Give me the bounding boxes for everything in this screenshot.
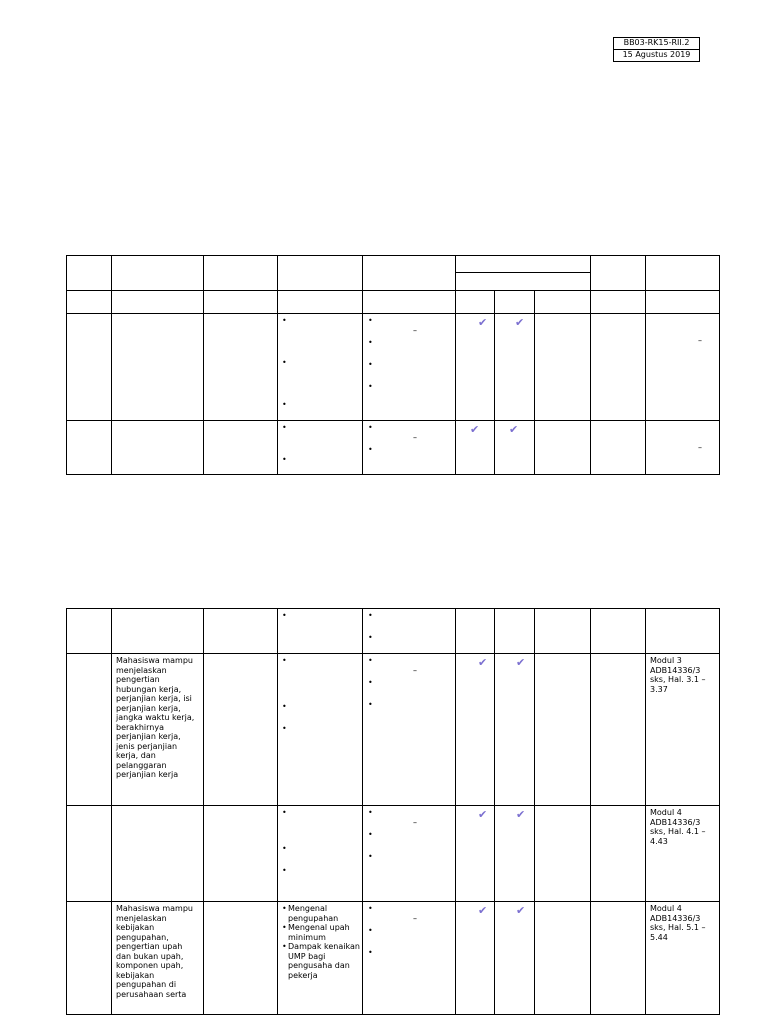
bullet: •: [282, 702, 287, 711]
check-icon: ✔: [478, 808, 488, 821]
bullet: •: [368, 926, 373, 935]
column-number-cell: [456, 291, 495, 314]
course-plan-table-2: [66, 608, 720, 1015]
header-subgroup-cell: [456, 273, 591, 291]
reference: Modul 4 ADB14336/3 sks, Hal. 4.1 – 4.43: [650, 808, 706, 846]
bullet: •: [282, 656, 287, 665]
bullet: •: [282, 866, 287, 875]
bullet: •: [282, 455, 287, 464]
bullet: •: [282, 724, 287, 733]
check-icon: ✔: [478, 656, 488, 669]
bullet: •: [368, 830, 373, 839]
column-number-cell: [591, 291, 646, 314]
table-row: [67, 654, 720, 806]
table-row: [67, 806, 720, 902]
dash: –: [413, 433, 417, 442]
column-number-cell: [495, 291, 535, 314]
bullet: •: [282, 844, 287, 853]
column-number-cell: [278, 291, 363, 314]
check-icon: ✔: [516, 904, 526, 917]
list-item: • Dampak kenaikan UMP bagi pengusaha dan pekerja: [282, 942, 360, 980]
column-number-cell: [363, 291, 456, 314]
bullet: •: [368, 948, 373, 957]
topic-list: [278, 902, 362, 980]
reference: Modul 3 ADB14336/3 sks, Hal. 3.1 – 3.37: [650, 656, 706, 694]
check-icon: ✔: [470, 423, 480, 436]
dash: –: [413, 914, 417, 923]
check-icon: ✔: [516, 656, 526, 669]
check-icon: ✔: [478, 904, 488, 917]
table-row: [67, 314, 720, 421]
document-code-box: [613, 37, 700, 62]
bullet: •: [282, 316, 287, 325]
list-item: • Mengenal upah minimum: [282, 923, 360, 942]
bullet: •: [368, 338, 373, 347]
learning-objective: Mahasiswa mampu menjelaskan pengertian hubungan kerja, perjanjian kerja, isi perjanjian kerja, jangka waktu kerja, berakhirnya perjanjian kerja, jenis perjanjian kerja, dan pelanggaran perjanjian kerja: [116, 656, 195, 779]
bullet: •: [368, 700, 373, 709]
course-plan-table-1: [66, 255, 720, 475]
dash: –: [698, 336, 702, 345]
bullet: •: [368, 808, 373, 817]
bullet: •: [368, 633, 373, 642]
dash: –: [413, 326, 417, 335]
header-cell: [278, 256, 363, 291]
bullet: •: [368, 611, 373, 620]
dash: –: [698, 443, 702, 452]
bullet: •: [368, 423, 373, 432]
check-icon: ✔: [509, 423, 519, 436]
header-cell: [204, 256, 278, 291]
reference: Modul 4 ADB14336/3 sks, Hal. 5.1 – 5.44: [650, 904, 706, 942]
bullet: •: [368, 656, 373, 665]
header-group-cell: [456, 256, 591, 273]
bullet: •: [368, 445, 373, 454]
check-icon: ✔: [516, 808, 526, 821]
list-item: • Mengenal pengupahan: [282, 904, 360, 923]
bullet: •: [368, 382, 373, 391]
bullet: •: [282, 611, 287, 620]
column-number-cell: [204, 291, 278, 314]
header-cell: [112, 256, 204, 291]
document-code: BB03-RK15-RII.2: [623, 38, 690, 47]
column-number-cell: [646, 291, 720, 314]
bullet: •: [368, 852, 373, 861]
bullet: •: [282, 423, 287, 432]
dash: –: [413, 818, 417, 827]
bullet: •: [368, 360, 373, 369]
table-row: [67, 421, 720, 475]
header-cell: [67, 256, 112, 291]
bullet: •: [368, 904, 373, 913]
check-icon: ✔: [515, 316, 525, 329]
learning-objective: Mahasiswa mampu menjelaskan kebijakan pengupahan, pengertian upah dan bukan upah, komponen upah, kebijakan pengupahan di perusahaan serta: [116, 904, 193, 999]
bullet: •: [368, 316, 373, 325]
header-cell: [646, 256, 720, 291]
table-row: [67, 902, 720, 1015]
document-date: 15 Agustus 2019: [614, 49, 699, 61]
check-icon: ✔: [478, 316, 488, 329]
bullet: •: [282, 400, 287, 409]
bullet: •: [282, 808, 287, 817]
column-number-cell: [112, 291, 204, 314]
column-number-cell: [67, 291, 112, 314]
table-row: [67, 609, 720, 654]
column-number-cell: [535, 291, 591, 314]
bullet: •: [368, 678, 373, 687]
header-cell: [363, 256, 456, 291]
bullet: •: [282, 358, 287, 367]
header-cell: [591, 256, 646, 291]
dash: –: [413, 666, 417, 675]
